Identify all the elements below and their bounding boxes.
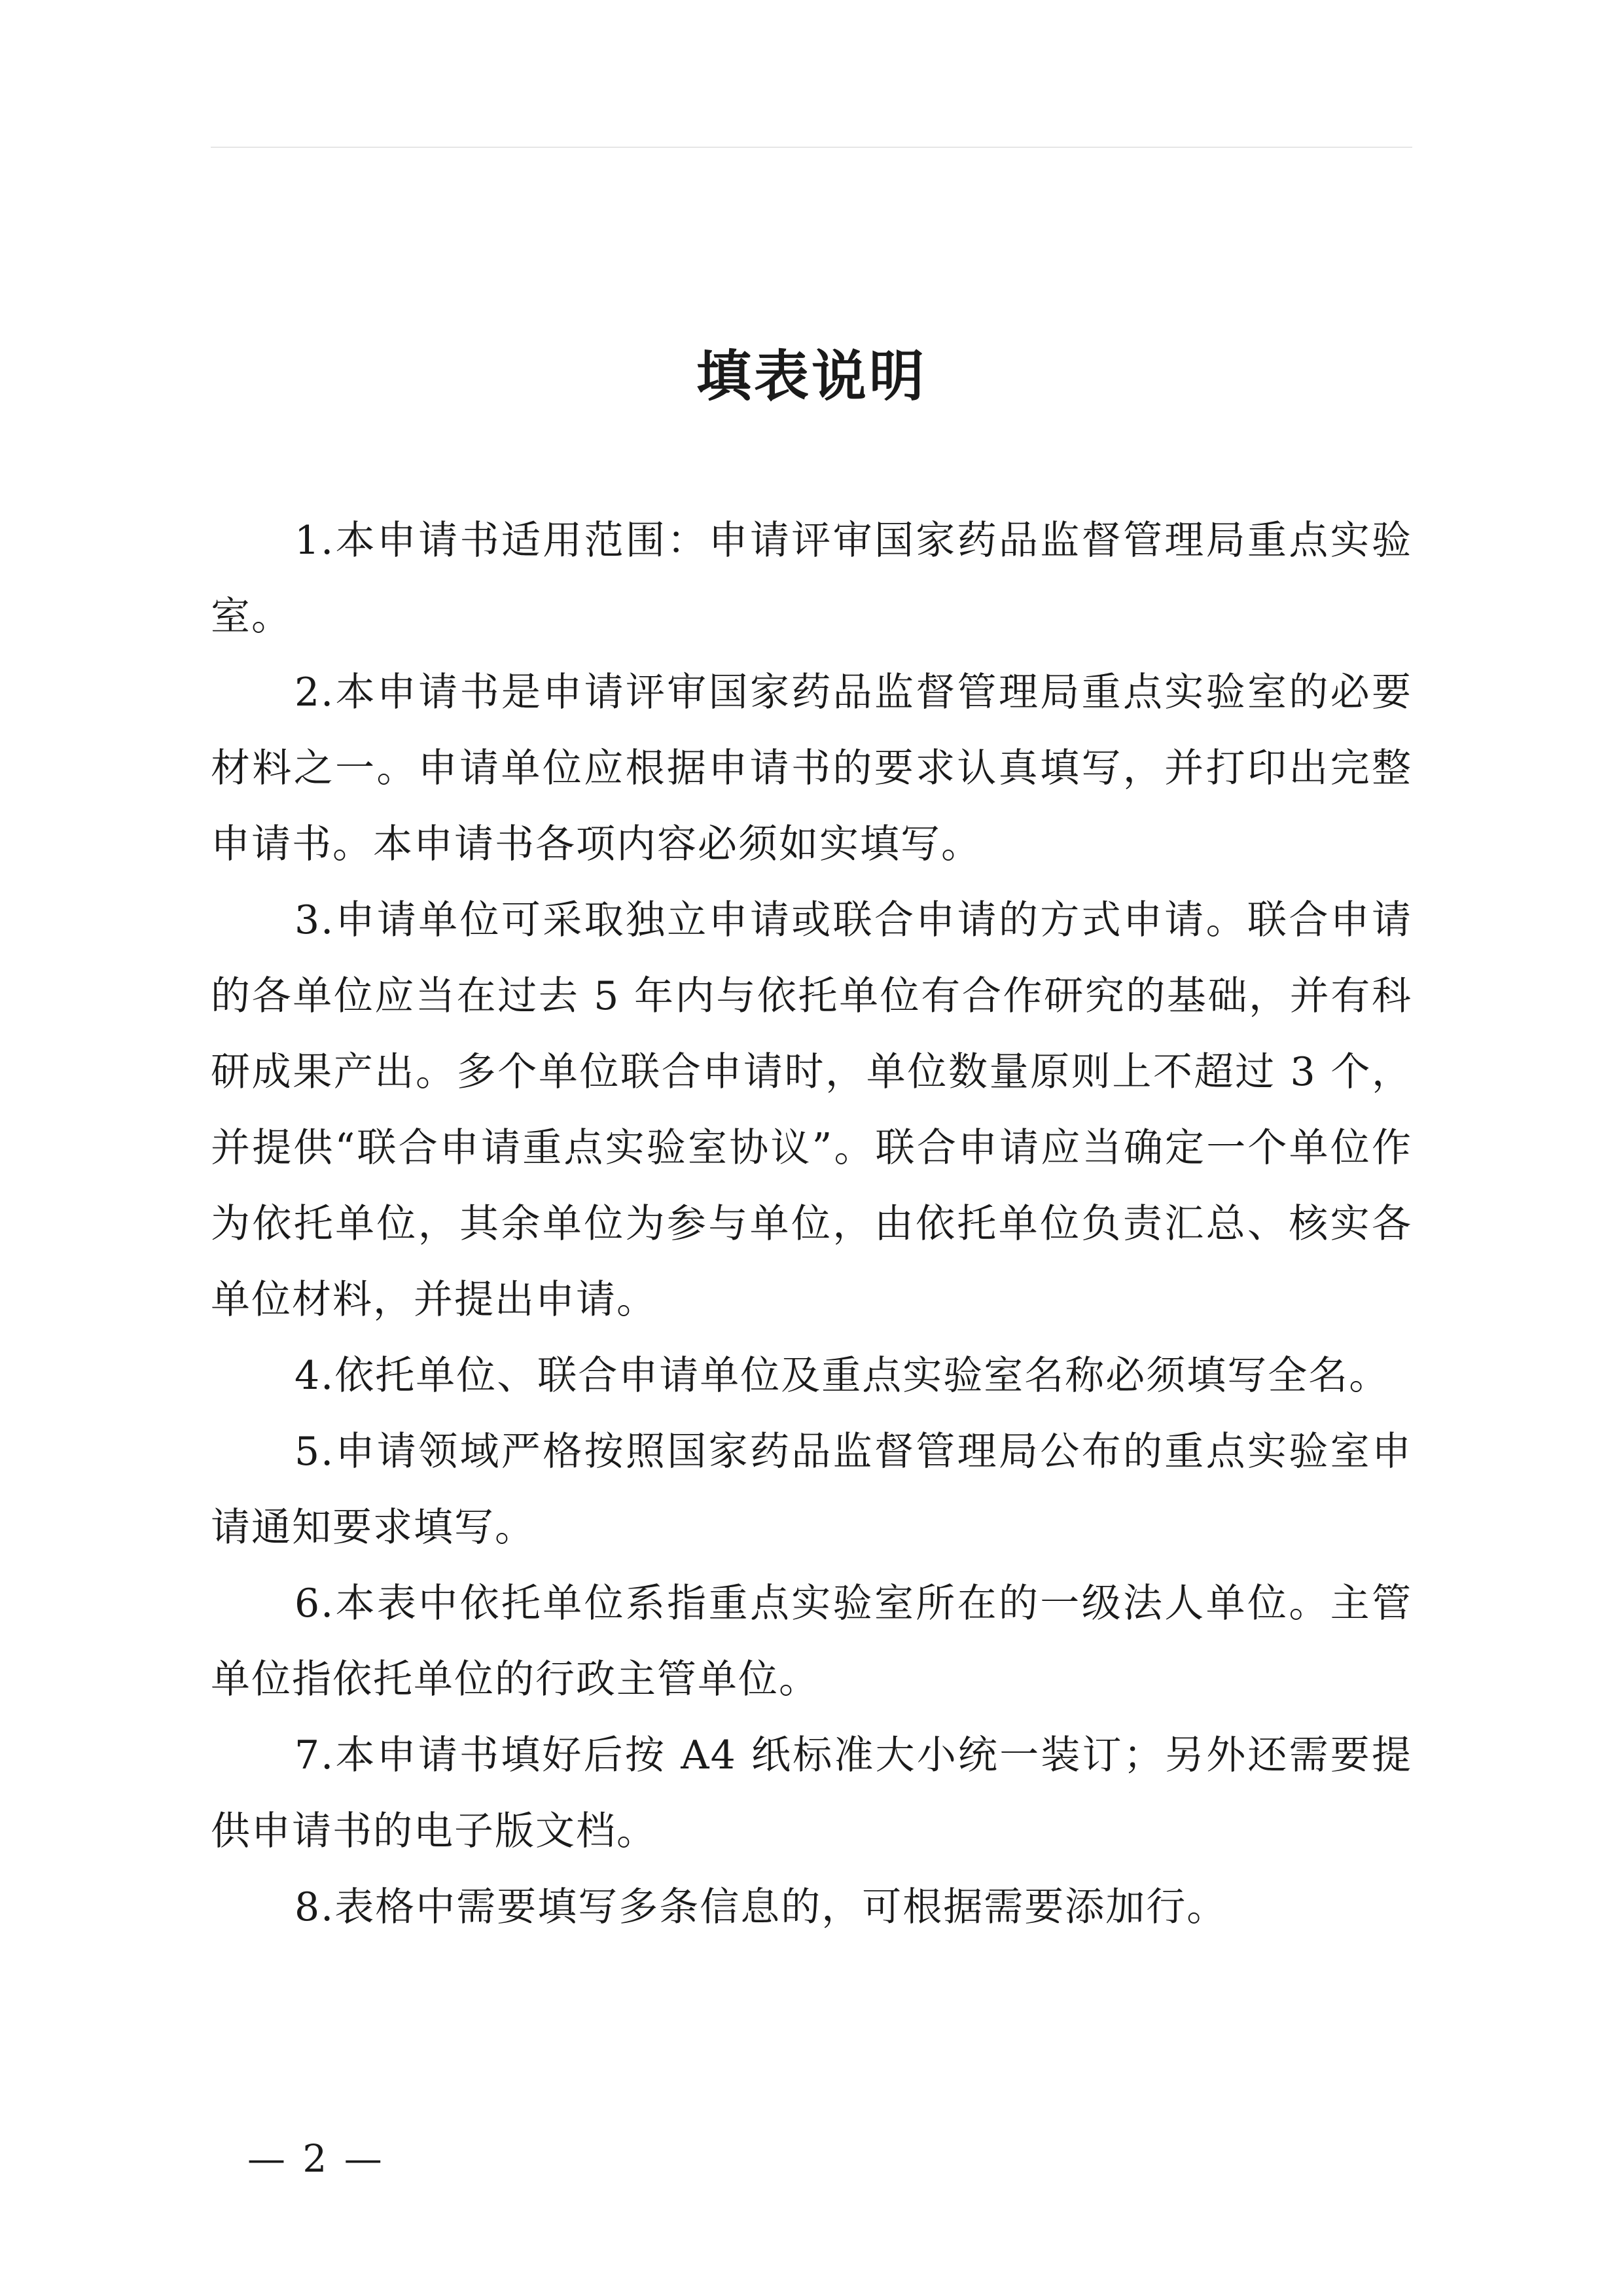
instruction-item-8: 8.表格中需要填写多条信息的，可根据需要添加行。: [294, 1884, 1228, 1930]
instruction-item-4: 4.依托单位、联合申请单位及重点实验室名称必须填写全名。: [294, 1353, 1390, 1399]
instruction-item-3: 3.申请单位可采取独立申请或联合申请的方式申请。联合申请的各单位应当在过去 5 年内与依托单位有合作研究的基础，并有科研成果产出。多个单位联合申请时，单位数量原则上不超过 3 个，并提供“联合申请重点实验室协议”。联合申请应当确定一个单位作为依托单位，其余单位为参与单位，由依托单位负责汇总、核实各单位材料，并提出申请。: [211, 897, 1412, 1323]
page-number: — 2 —: [247, 2136, 385, 2181]
instruction-item-7: 7.本申请书填好后按 A4 纸标准大小统一装订；另外还需要提供申请书的电子版文档。: [211, 1732, 1412, 1854]
instruction-item-5: 5.申请领域严格按照国家药品监督管理局公布的重点实验室申请通知要求填写。: [211, 1429, 1412, 1551]
instruction-item-2: 2.本申请书是申请评审国家药品监督管理局重点实验室的必要材料之一。申请单位应根据申请书的要求认真填写，并打印出完整申请书。本申请书各项内容必须如实填写。: [211, 670, 1412, 867]
instructions-body: [211, 503, 1412, 1945]
instruction-item-1: 1.本申请书适用范围：申请评审国家药品监督管理局重点实验室。: [211, 518, 1412, 639]
page-title: 填表说明: [696, 344, 927, 408]
instruction-item-6: 6.本表中依托单位系指重点实验室所在的一级法人单位。主管单位指依托单位的行政主管单位。: [211, 1581, 1412, 1702]
header-divider: [211, 147, 1412, 148]
